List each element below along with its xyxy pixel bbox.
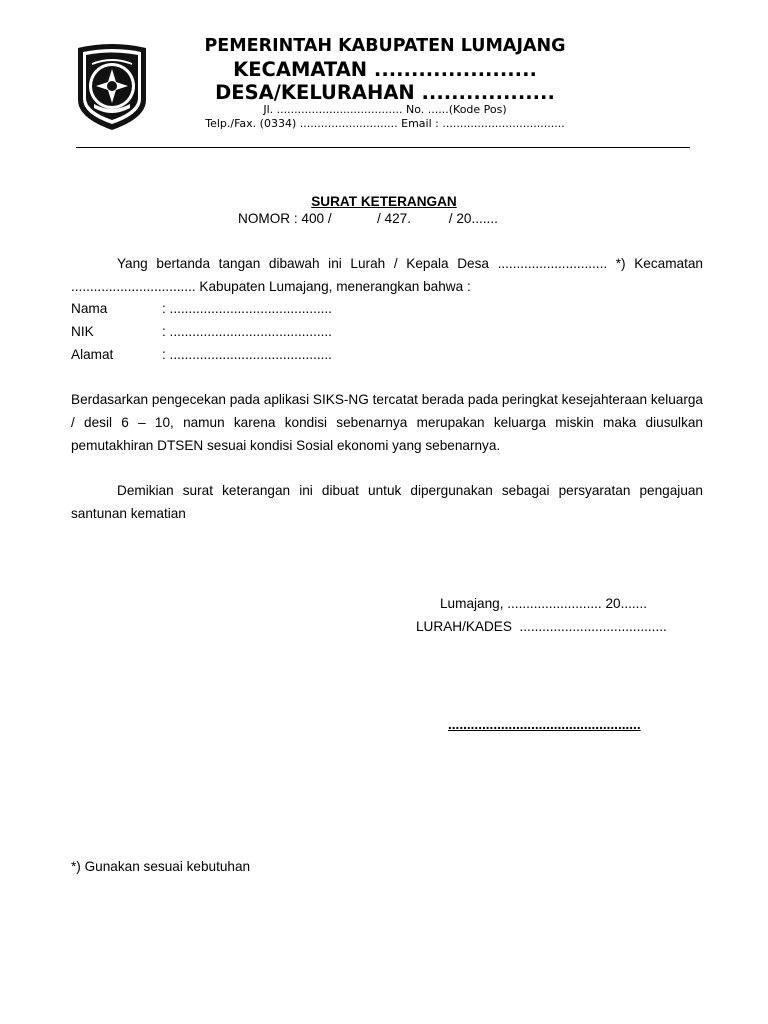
closing-text: Demikian surat keterangan ini dibuat untuk dipergunakan sebagai persyaratan pengajuan santunan kematian: [71, 483, 703, 521]
field-row: [71, 298, 332, 321]
field-row: [71, 321, 332, 344]
field-row: [71, 344, 332, 367]
field-label-nik: NIK: [71, 324, 94, 339]
closing-paragraph: [71, 480, 703, 526]
letter-title-text: SURAT KETERANGAN: [311, 194, 457, 209]
field-value-nik: : ...........................................: [162, 324, 332, 339]
field-value-nama: : ...........................................: [162, 301, 332, 316]
letter-title: [284, 194, 484, 209]
field-value-alamat: : ...........................................: [162, 347, 332, 362]
field-label-alamat: Alamat: [71, 347, 114, 362]
letterhead-desa: DESA/KELURAHAN ..................: [215, 81, 555, 104]
signature-line: ...................................................: [448, 717, 641, 732]
lumajang-regency-logo: [74, 42, 150, 132]
letterhead-kecamatan: KECAMATAN ......................: [233, 58, 537, 81]
field-label-nama: Nama: [71, 301, 108, 316]
main-paragraph-text: Berdasarkan pengecekan pada aplikasi SIKS-NG tercatat berada pada peringkat kesejahteraan keluarga / desil 6 – 10, namun karena kondisi sebenarnya merupakan keluarga miskin maka diusulkan pemutakhiran DTSEN sesuai kondisi Sosial ekonomi yang sebenarnya.: [71, 392, 703, 453]
letterhead-address: Jl. .................................... No. ......(Kode Pos): [263, 103, 507, 116]
letterhead-government: PEMERINTAH KABUPATEN LUMAJANG: [204, 36, 566, 56]
signer-title: LURAH/KADES .......................................: [416, 619, 667, 634]
place-date: Lumajang, ......................... 20.......: [440, 596, 648, 611]
footnote: *) Gunakan sesuai kebutuhan: [71, 859, 251, 874]
main-paragraph: [71, 389, 703, 457]
opening-text: Yang bertanda tangan dibawah ini Lurah / Kepala Desa ............................. *) Kecamatan ................................. Kabupaten Lumajang, menerangkan bahwa :: [71, 256, 703, 294]
opening-paragraph: [71, 253, 703, 299]
letterhead-divider: [76, 147, 690, 148]
letterhead-contact: Telp./Fax. (0334) ............................ Email : ...................................: [205, 117, 565, 130]
letter-number: NOMOR : 400 / / 427. / 20.......: [238, 211, 498, 226]
